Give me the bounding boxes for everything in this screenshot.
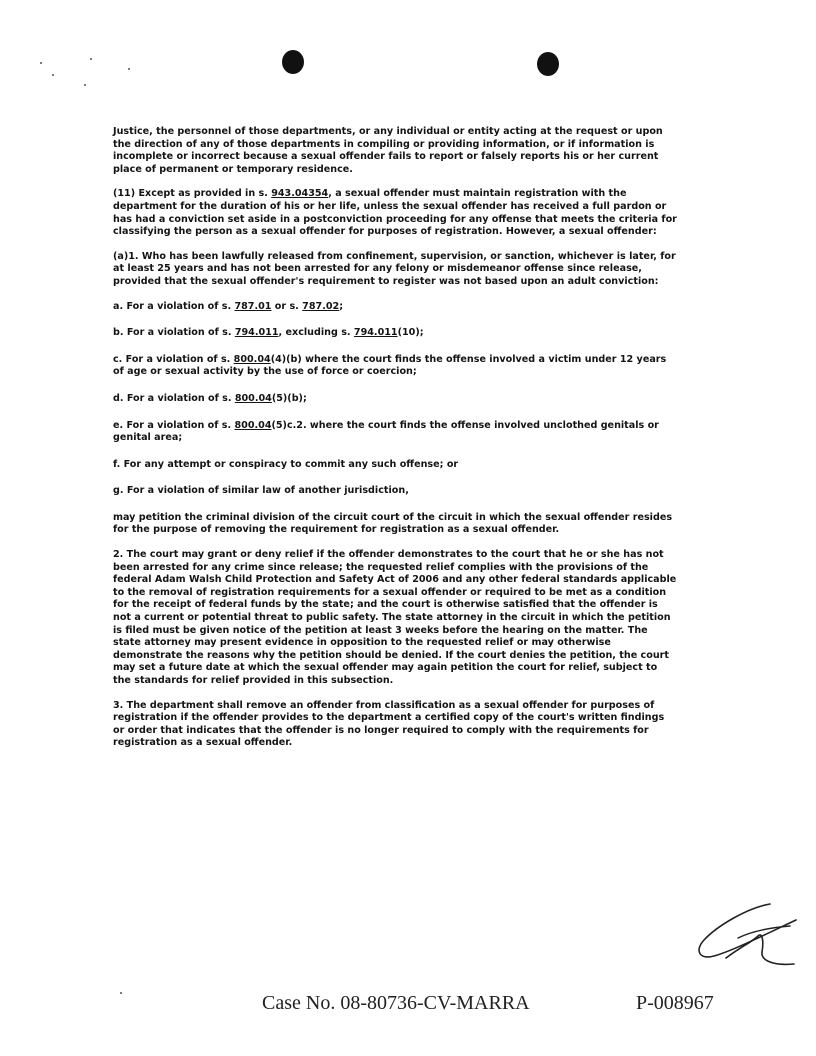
statute-link[interactable]: 800.04: [234, 419, 272, 431]
scan-speck: [90, 58, 92, 60]
statute-link[interactable]: 794.011: [234, 327, 279, 339]
scan-speck: [84, 84, 86, 86]
statute-link[interactable]: 800.04: [233, 353, 271, 365]
paragraph-petition: may petition the criminal division of the circuit court of the circuit in which the sexual offender resides for the purpose of removing the requirement for registration as a sexual offender.: [113, 511, 673, 536]
scan-speck: [52, 74, 54, 76]
scan-speck: [120, 992, 122, 994]
statute-link[interactable]: 787.02: [302, 300, 340, 312]
statute-link[interactable]: 794.011: [353, 327, 398, 339]
statute-link[interactable]: 943.04354: [271, 188, 329, 200]
list-item-c: c. For a violation of s. 800.04(4)(b) where the court finds the offense involved a victim under 12 years of age or sexual activity by the use of force or coercion;: [113, 353, 667, 378]
list-item-d: d. For a violation of s. 800.04(5)(b);: [113, 392, 307, 404]
statute-link[interactable]: 787.01: [234, 300, 272, 312]
list-item-f: f. For any attempt or conspiracy to commit any such offense; or: [113, 458, 459, 470]
statute-link[interactable]: 800.04: [234, 392, 272, 404]
handwritten-initials: [692, 896, 802, 976]
list-item-e: e. For a violation of s. 800.04(5)c.2. where the court finds the offense involved unclothed genitals or genital area;: [113, 419, 659, 444]
statute-text: [113, 126, 678, 762]
scan-speck: [40, 62, 42, 64]
list-item-b: b. For a violation of s. 794.011, excluding s. 794.011(10);: [113, 327, 424, 339]
paragraph-a1: (a)1. Who has been lawfully released from confinement, supervision, or sanction, whichever is later, for at least 25 years and has not been arrested for any felony or misdemeanor offense since release, provided that the sexual offender's requirement to register was not based upon an adult conviction:: [113, 250, 676, 287]
scan-speck: [128, 68, 130, 70]
paragraph-2: 2. The court may grant or deny relief if the offender demonstrates to the court that he or she has not been arrested for any crime since release; the requested relief complies with the provisions of the federal Adam Walsh Child Protection and Safety Act of 2006 and any other federal standards applicable to the removal of registration requirements for a sexual offender or required to be met as a condition for the receipt of federal funds by the state; and the court is otherwise satisfied that the offender is not a current or potential threat to public safety. The state attorney in the circuit in which the petition is filed must be given notice of the petition at least 3 weeks before the hearing on the matter. The state attorney may present evidence in opposition to the requested relief or may otherwise demonstrate the reasons why the petition should be denied. If the court denies the petition, the court may set a future date at which the sexual offender may again petition the court for relief, subject to the standards for relief provided in this subsection.: [113, 549, 677, 686]
paragraph-justice: Justice, the personnel of those departments, or any individual or entity acting at the request or upon the direction of any of those departments in compiling or providing information, or if information is incomplete or incorrect because a sexual offender fails to report or falsely reports his or her current place of permanent or temporary residence.: [113, 126, 663, 175]
footer-bates-number: P-008967: [636, 992, 714, 1014]
list-item-a: a. For a violation of s. 787.01 or s. 787.02;: [113, 300, 344, 312]
paragraph-subsection-11: (11) Except as provided in s. 943.04354, a sexual offender must maintain registration with the department for the duration of his or her life, unless the sexual offender has received a full pardon or has had a conviction set aside in a postconviction proceeding for any offense that meets the criteria for classifying the person as a sexual offender for purposes of registration. However, a sexual offender:: [113, 188, 677, 238]
hole-punch-right: [537, 52, 559, 76]
list-item-g: g. For a violation of similar law of another jurisdiction,: [113, 485, 409, 497]
footer-case-number: Case No. 08-80736-CV-MARRA: [262, 992, 530, 1014]
hole-punch-left: [282, 50, 304, 74]
paragraph-3: 3. The department shall remove an offender from classification as a sexual offender for purposes of registration if the offender provides to the department a certified copy of the court's written findings or order that indicates that the offender is no longer required to comply with the requirements for registration as a sexual offender.: [113, 699, 665, 749]
